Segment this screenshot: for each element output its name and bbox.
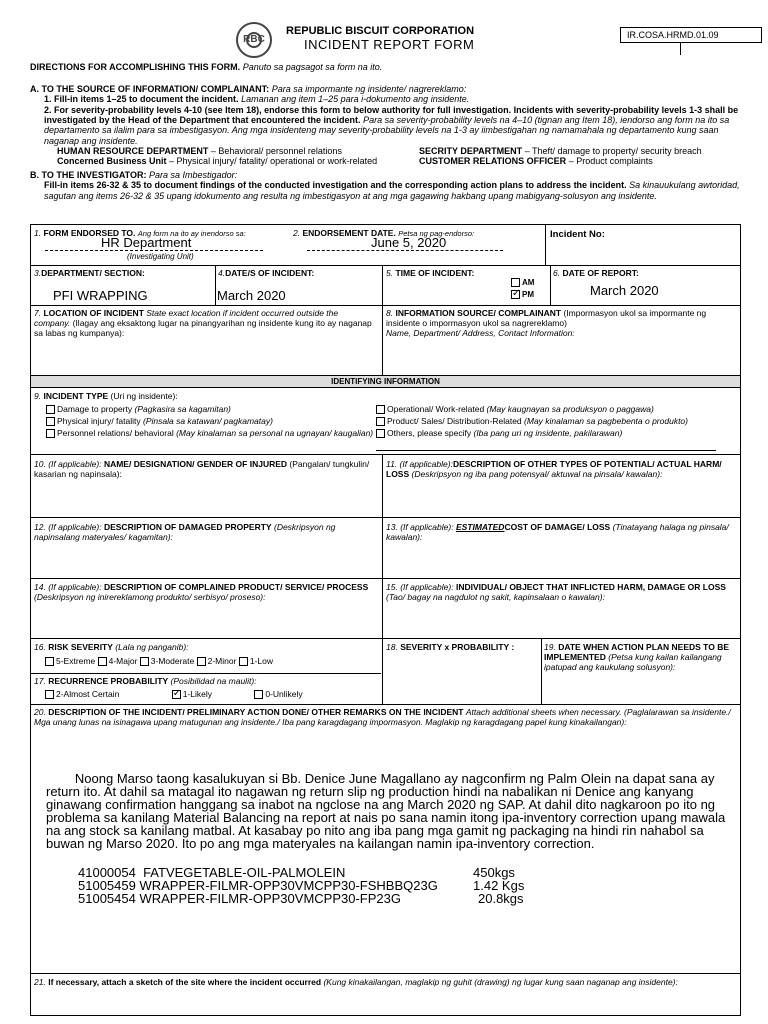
type-opt-6-fil: (Iba pang uri ng insidente, pakilarawan) [473, 428, 623, 438]
f2-fil: Petsa ng pag-endorso: [398, 229, 475, 238]
f4-value[interactable]: March 2020 [217, 288, 286, 303]
prob-option-2[interactable] [45, 689, 119, 699]
severity-checkbox-4[interactable] [98, 657, 107, 666]
prob-0: 0-Unlikely [265, 689, 303, 699]
field-20: 20. DESCRIPTION OF THE INCIDENT/ PRELIMINARY ACTION DONE/ OTHER REMARKS ON THE INCIDENT Attach additional sheets when necessary. (Paglalarawan sa insidente./ Mga unang lunas na isinagawa upang matugunan ang insidente./ Iba pang karagdagang impormasyon. Maglakip ng karagdagang papel kung kinakailangan): [34, 707, 731, 728]
type-checkbox-4[interactable] [376, 405, 385, 414]
f1-fil: Ang form na ito ay inendorso sa: [137, 229, 246, 238]
type-opt-1-fil: (Pagkasira sa kagamitan) [134, 404, 231, 414]
cbu-line [57, 156, 417, 166]
f12-fil: (Deskripsyon ng napinsalang materyales/ kagamitan): [34, 522, 336, 543]
field-1: 1. FORM ENDORSED TO. Ang form na ito ay inendorso sa: [34, 228, 246, 238]
material-desc: FATVEGETABLE-OIL-PALMOLEIN [143, 865, 346, 880]
f4-label: DATE/S OF INCIDENT: [225, 268, 315, 278]
f9-fil: (Uri ng insidente): [110, 391, 178, 401]
cro-line [419, 156, 749, 166]
f6-value[interactable]: March 2020 [590, 283, 659, 298]
f12-pre: (If applicable): [48, 522, 102, 532]
material-qty: 20.8kgs [478, 891, 524, 906]
type-opt-2: Physical injury/ fatality [57, 416, 141, 426]
field-17: 17. RECURRENCE PROBABILITY (Posibilidad na maulit): [34, 676, 257, 686]
material-code: 51005454 [78, 891, 136, 906]
security-desc: – Theft/ damage to property/ security breach [524, 146, 702, 156]
f16-fil: (Lala ng panganib): [115, 642, 189, 652]
type-option-2[interactable] [46, 416, 376, 426]
incident-narrative[interactable]: Noong Marso taong kasalukuyan si Bb. Denice June Magallano ay nagconfirm ng Palm Olein na dapat sana ay return ito. At dahil sa matagal ito nagawan ng return slip ng production hindi na nabalikan ni Denice ang kanyang ginawang confirmation hanggang sa inabot na ngclose na ang March 2020 ng SAP. At dahil dito nagkaroon po ito ng problema sa kanilang Material Balancing na report at nais po sana namin itong ipa-inventory correction upang mawala na ang stock sa kanilang matbal. At kasabay po nito ang iba pang mga gamit ng packaging na hindi rin nahabol sa buwan ng Marso 2020. Ito po ang mga materyales na kailangan namin ipa-inventory correction. [46, 771, 729, 851]
f19-label: DATE WHEN ACTION PLAN NEEDS TO BE IMPLEMENTED [544, 642, 729, 663]
type-opt-4-fil: (May kaugnayan sa produksyon o paggawa) [486, 404, 654, 414]
type-option-3[interactable] [46, 428, 376, 438]
type-checkbox-2[interactable] [46, 417, 55, 426]
field-18: 18. SEVERITY x PROBABILITY : [386, 642, 515, 652]
type-opt-5-fil: (May kinalaman sa pagbebenta o produkto) [524, 416, 688, 426]
a2-text: 2. For severity-probability levels 4-10 (see Item 18), endorse this form to below authority for full investigation. Incidents with severity-probability levels 1-3 shall be investigated by the Head of the Department that encountered the incident. [44, 104, 739, 126]
f15-pre: (If applicable): [400, 582, 454, 592]
material-code: 41000054 [78, 865, 136, 880]
material-desc: WRAPPER-FILMR-OPP30VMCPP30-FSHBBQ23G [139, 878, 438, 893]
type-option-5[interactable] [376, 416, 736, 426]
am-checkbox[interactable] [511, 278, 520, 287]
field-12: 12. (If applicable): DESCRIPTION OF DAMAGED PROPERTY (Deskripsyon ng napinsalang materyales/ kagamitan): [34, 522, 336, 543]
incident-no-label: Incident No: [550, 229, 605, 240]
severity-options [45, 656, 380, 666]
f3-label: DEPARTMENT/ SECTION: [41, 268, 145, 278]
f13-label-u: ESTIMATED [455, 522, 505, 532]
f21-fil: (Kung kinakailangan, maglakip ng guhit (drawing) ng lugar kung saan naganap ang insidente): [323, 977, 678, 987]
pm-checkbox[interactable] [511, 290, 520, 299]
prob-option-0[interactable] [254, 689, 302, 699]
cbu-desc: – Physical injury/ fatality/ operational or work-related [169, 156, 378, 166]
prob-checkbox-0[interactable] [254, 690, 263, 699]
type-option-6[interactable] [376, 428, 736, 438]
f20-fil: (Paglalarawan sa insidente./ Mga unang lunas na isinagawa upang matugunan ang insidente./ Iba pang karagdagang impormasyon. Maglakip ng karagdagang papel kung kinakailangan): [34, 707, 731, 728]
material-qty: 450kgs [473, 865, 515, 880]
f3-value[interactable]: PFI WRAPPING [53, 288, 148, 303]
directions-heading [30, 62, 382, 72]
material-row [78, 892, 401, 907]
sev-1: 1-Low [249, 656, 273, 666]
field-19: 19. DATE WHEN ACTION PLAN NEEDS TO BE IMPLEMENTED (Petsa kung kailan kailangang ipatupad ang kaukulang solusyon): [544, 642, 729, 673]
material-qty: 1.42 Kgs [473, 878, 525, 893]
field-21: 21. If necessary, attach a sketch of the site where the incident occurred (Kung kinakailangan, maglakip ng guhit (drawing) ng lugar kung saan naganap ang insidente): [34, 977, 678, 987]
f17-label: RECURRENCE PROBABILITY [48, 676, 169, 686]
f11-fil: (Deskripsyon ng iba pang potensyal/ aktuwal na pinsala/ kawalan): [411, 469, 663, 480]
f10-pre: (If applicable): [48, 459, 102, 469]
prob-checkbox-2[interactable] [45, 690, 54, 699]
field-8: 8. INFORMATION SOURCE/ COMPLAINANT (Impormasyon ukol sa impormante ng insidente o impormasyon ukol sa nagrereklamo) Name, Department/ Address, Contact Information: [386, 308, 707, 339]
severity-checkbox-5[interactable] [45, 657, 54, 666]
type-option-4[interactable] [376, 404, 736, 414]
f11-pre: (If applicable): [399, 459, 453, 469]
severity-option-5[interactable] [45, 656, 95, 666]
sev-2: 2-Minor [207, 656, 237, 666]
f14-fil: (Deskripsyon ng inirereklamong produkto/ serbisyo/ proseso): [34, 592, 266, 603]
f15-fil: (Tao/ bagay na nagdulot ng sakit, kapinsalaan o kawalan): [386, 592, 605, 603]
severity-option-3[interactable] [140, 656, 194, 666]
f13-pre: (If applicable): [400, 522, 454, 532]
b1-fil: Sa kinauukulang awtoridad, sagutan ang items 26-32 & 35 upang idokumento ang resulta ng imbestigasyon at ang mga gagawing hakbang upang mabigyang-solusyon ang insidente. [44, 180, 740, 201]
field-7: 7. LOCATION OF INCIDENT State exact location if incident occurred outside the company. (Ilagay ang eksaktong lugar na pinangyarihan ng insidente kung ito ay naganap sa labas ng kumpanya): [34, 308, 372, 339]
field-14: 14. (If applicable): DESCRIPTION OF COMPLAINED PRODUCT/ SERVICE/ PROCESS (Deskripsyon ng inirereklamong produkto/ serbisyo/ proseso): [34, 582, 369, 603]
type-opt-2-fil: (Pinsala sa katawan/ pagkamatay) [143, 416, 273, 426]
prob-2: 2-Almost Certain [56, 689, 120, 699]
logo-text: RBC [243, 34, 265, 45]
type-checkbox-1[interactable] [46, 405, 55, 414]
cbu: Concerned Business Unit [57, 156, 167, 166]
field-11: 11. (If applicable):DESCRIPTION OF OTHER TYPES OF POTENTIAL/ ACTUAL HARM/ LOSS (Deskripsyon ng iba pang potensyal/ aktuwal na pinsala/ kawalan): [386, 459, 722, 480]
f8-fil: (Impormasyon ukol sa impormante ng insidente o impormasyon ukol sa nagrereklamo) [386, 308, 707, 329]
type-opt-4: Operational/ Work-related [387, 404, 485, 414]
cro-desc: – Product complaints [568, 156, 653, 166]
f1-value[interactable]: HR Department [101, 235, 192, 250]
directions-title: DIRECTIONS FOR ACCOMPLISHING THIS FORM. [30, 62, 241, 72]
section-a-title: A. TO THE SOURCE OF INFORMATION/ COMPLAINANT: [30, 84, 270, 94]
probability-options [45, 689, 380, 699]
f8-sub: Name, Department/ Address, Contact Information: [386, 328, 575, 339]
type-opt-6: Others, please specify [387, 428, 472, 438]
prob-checkbox-1[interactable] [172, 690, 181, 699]
field-5: 5. TIME OF INCIDENT: [386, 268, 475, 278]
hr-desc: – Behavioral/ personnel relations [210, 146, 342, 156]
severity-option-1[interactable] [239, 656, 273, 666]
f6-label: DATE OF REPORT: [562, 268, 639, 278]
f7-label: LOCATION OF INCIDENT [43, 308, 144, 318]
f1-label: FORM ENDORSED TO. [43, 228, 136, 238]
pm-label: PM [522, 290, 534, 299]
section-a [30, 84, 740, 146]
severity-option-2[interactable] [197, 656, 237, 666]
type-checkbox-6[interactable] [376, 429, 385, 438]
type-option-1[interactable] [46, 404, 376, 414]
type-opt-3-fil: (May kinalaman sa personal na ugnayan/ kaugalian) [176, 428, 374, 438]
f2-value[interactable]: June 5, 2020 [371, 235, 447, 250]
section-b [30, 170, 740, 201]
a1-fil: Lamanan ang item 1–25 para i-dokumento ang insidente. [241, 94, 470, 105]
field-3: 3.DEPARTMENT/ SECTION: [34, 268, 145, 278]
security-line [419, 146, 749, 156]
type-checkbox-5[interactable] [376, 417, 385, 426]
f9-label: INCIDENT TYPE [43, 391, 109, 401]
field-9: 9. INCIDENT TYPE (Uri ng insidente): [34, 391, 178, 401]
f18-label: SEVERITY x PROBABILITY : [400, 642, 515, 652]
severity-checkbox-1[interactable] [239, 657, 248, 666]
f13-fil: (Tinatayang halaga ng pinsala/ kawalan): [386, 522, 729, 543]
f1-sub: (Investigating Unit) [127, 252, 194, 261]
section-b-title: B. TO THE INVESTIGATOR: [30, 170, 147, 180]
f16-label: RISK SEVERITY [48, 642, 113, 652]
type-opt-1: Damage to property [57, 404, 133, 414]
material-code: 51005459 [78, 878, 136, 893]
am-option[interactable] [511, 278, 534, 288]
f20-desc: Attach additional sheets when necessary. [465, 707, 622, 717]
type-opt-3: Personnel relations/ behavioral [57, 428, 174, 438]
severity-checkbox-3[interactable] [140, 657, 149, 666]
cro: CUSTOMER RELATIONS OFFICER [419, 156, 567, 166]
identifying-info-band: IDENTIFYING INFORMATION [31, 376, 740, 387]
f8-label: INFORMATION SOURCE/ COMPLAINANT [395, 308, 562, 318]
directions-title-fil: Panuto sa pagsagot sa form na ito. [242, 62, 383, 72]
severity-checkbox-2[interactable] [197, 657, 206, 666]
hr-dept: HUMAN RESOURCE DEPARTMENT [57, 146, 209, 156]
pm-option[interactable] [511, 290, 534, 300]
control-number: IR.COSA.HRMD.01.09 [620, 27, 762, 43]
f10-fil: (Pangalan/ tungkulin/ kasarian ng napinsala): [34, 459, 370, 480]
hr-dept-line [57, 146, 417, 156]
field-4: 4.DATE/S OF INCIDENT: [218, 268, 315, 278]
field-2: 2. ENDORSEMENT DATE. Petsa ng pag-endorso: [293, 228, 475, 238]
f10-label: NAME/ DESIGNATION/ GENDER OF INJURED [103, 459, 288, 469]
security-dept: SECRITY DEPARTMENT [419, 146, 523, 156]
f7-desc: State exact location if incident occurred outside the company. [34, 308, 339, 329]
f15-label: INDIVIDUAL/ OBJECT THAT INFLICTED HARM, DAMAGE OR LOSS [455, 582, 726, 592]
f14-label: DESCRIPTION OF COMPLAINED PRODUCT/ SERVICE/ PROCESS [103, 582, 369, 592]
prob-1: 1-Likely [182, 689, 212, 699]
section-a-title-fil: Para sa impormante ng insidente/ nagrereklamo: [271, 84, 467, 94]
section-b-title-fil: Para sa Imbestigador: [149, 170, 238, 180]
company-name: REPUBLIC BISCUIT CORPORATION [286, 25, 475, 37]
f2-label: ENDORSEMENT DATE. [302, 228, 396, 238]
b1-text: Fill-in items 26-32 & 35 to document findings of the conducted investigation and the corresponding action plans to address the incident. [44, 180, 627, 191]
f14-pre: (If applicable): [48, 582, 102, 592]
sev-3: 3-Moderate [150, 656, 195, 666]
f21-label: If necessary, attach a sketch of the site where the incident occurred [48, 977, 322, 987]
field-13: 13. (If applicable): ESTIMATEDCOST OF DAMAGE/ LOSS (Tinatayang halaga ng pinsala/ kawalan): [386, 522, 729, 543]
a1-text: 1. Fill-in items 1–25 to document the incident. [44, 94, 239, 105]
f13-label: COST OF DAMAGE/ LOSS [504, 522, 611, 532]
company-logo [236, 22, 272, 58]
field-6: 6. DATE OF REPORT: [553, 268, 639, 278]
material-desc: WRAPPER-FILMR-OPP30VMCPP30-FP23G [139, 891, 401, 906]
f7-fil: (Ilagay ang eksaktong lugar na pinangyarihan ng insidente kung ito ay naganap sa labas ng kumpanya): [34, 318, 372, 339]
f5-label: TIME OF INCIDENT: [395, 268, 475, 278]
f19-fil: (Petsa kung kailan kailangang ipatupad ang kaukulang solusyon): [544, 652, 722, 673]
type-opt-5: Product/ Sales/ Distribution-Related [387, 416, 522, 426]
sev-5: 5-Extreme [56, 656, 96, 666]
severity-option-4[interactable] [98, 656, 138, 666]
field-10: 10. (If applicable): NAME/ DESIGNATION/ GENDER OF INJURED (Pangalan/ tungkulin/ kasarian ng napinsala): [34, 459, 370, 480]
sev-4: 4-Major [108, 656, 138, 666]
field-16: 16. RISK SEVERITY (Lala ng panganib): [34, 642, 189, 652]
prob-option-1[interactable] [172, 689, 212, 699]
form-title: INCIDENT REPORT FORM [304, 37, 475, 52]
f11-label: DESCRIPTION OF OTHER TYPES OF POTENTIAL/ ACTUAL HARM/ LOSS [386, 459, 722, 480]
am-label: AM [522, 278, 535, 287]
type-checkbox-3[interactable] [46, 429, 55, 438]
f17-fil: (Posibilidad na maulit): [170, 676, 257, 686]
f20-label: DESCRIPTION OF THE INCIDENT/ PRELIMINARY ACTION DONE/ OTHER REMARKS ON THE INCIDENT [48, 707, 464, 717]
field-15: 15. (If applicable): INDIVIDUAL/ OBJECT THAT INFLICTED HARM, DAMAGE OR LOSS (Tao/ bagay na nagdulot ng sakit, kapinsalaan o kawalan): [386, 582, 726, 603]
a2-fil: Para sa severity-probability levels na 4–10 (tignan ang Item 18), iendorso ang form na ito sa departamento sa ilalim para sa imbestigasyon. Ang mga insidenteng may severity-probability levels na 1-3 ay iimbestigahan ng namamahala ng departamento kung saan naganap ang insidente. [44, 115, 730, 146]
f12-label: DESCRIPTION OF DAMAGED PROPERTY [103, 522, 272, 532]
